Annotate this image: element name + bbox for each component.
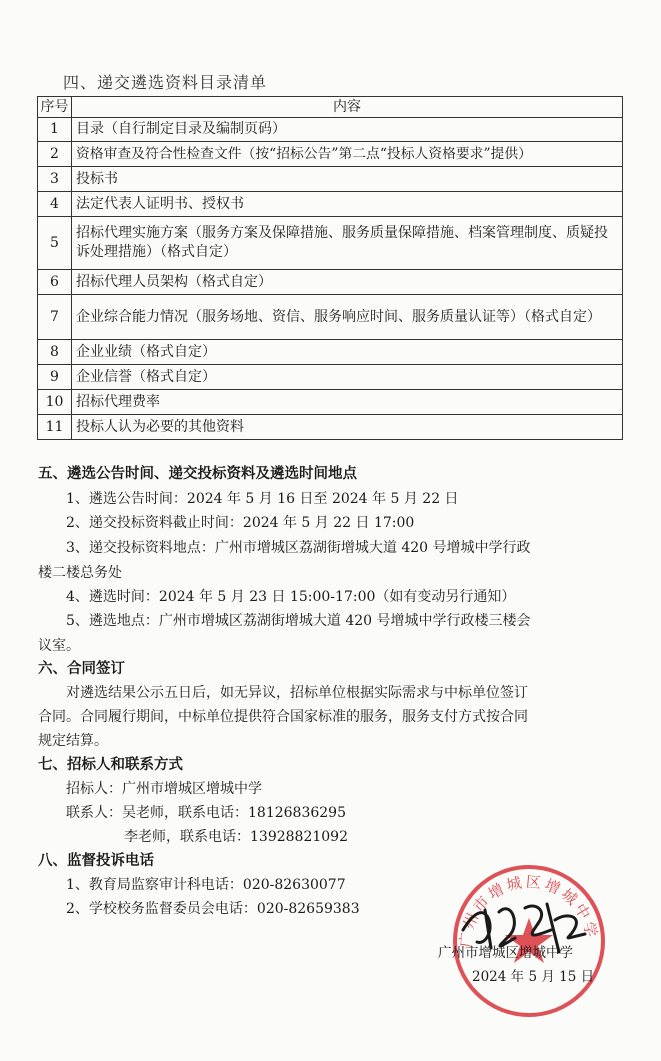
row-no: 1 [38,118,72,142]
table-row [38,217,623,270]
contact-line-1: 联系人：吴老师，联系电话：18126836295 [66,805,346,821]
section-5-title: 五、遴选公告时间、递交投标资料及遴选时间地点 [38,465,357,482]
section-heading: 四、递交遴选资料目录清单 [63,73,268,92]
row-no: 5 [38,217,72,270]
table-row [38,167,623,192]
header-content: 内容 [72,97,623,118]
table-row [38,340,623,365]
issuer-name: 广州市增城区增城中学 [438,945,573,961]
row-no: 3 [38,167,72,192]
s5-line-4: 4、遴选时间：2024 年 5 月 23 日 15:00-17:00（如有变动另行通知） [66,589,516,605]
svg-text:广州市增城区增城中学: 广州市增城区增城中学 [456,872,602,949]
s5-line-3a: 3、递交投标资料地点：广州市增城区荔湖街增城大道 420 号增城中学行政 [66,540,531,556]
row-no: 7 [38,295,72,340]
table-row [38,118,623,142]
table-header-row [38,97,623,118]
row-no: 2 [38,142,72,167]
s8-line-2: 2、学校校务监督委员会电话：020-82659383 [66,901,360,917]
row-no: 8 [38,340,72,365]
row-content: 企业信誉（格式自定） [72,365,623,390]
row-no: 9 [38,365,72,390]
row-content: 招标代理费率 [72,390,623,415]
s6-line-3: 规定结算。 [38,733,108,749]
row-content: 目录（自行制定目录及编制页码） [72,118,623,142]
table-row [38,365,623,390]
row-content: 招标代理人员架构（格式自定） [72,270,623,295]
tenderer-line: 招标人：广州市增城区增城中学 [66,781,262,797]
section-8-title: 八、监督投诉电话 [38,852,154,869]
row-content: 资格审查及符合性检查文件（按“招标公告”第二点“投标人资格要求”提供） [72,142,623,167]
s5-line-3b: 楼二楼总务处 [38,565,122,581]
materials-table [37,96,623,440]
row-content: 企业综合能力情况（服务场地、资信、服务响应时间、服务质量认证等）（格式自定） [72,295,623,340]
table-row [38,390,623,415]
row-no: 6 [38,270,72,295]
s5-line-1: 1、遴选公告时间：2024 年 5 月 16 日至 2024 年 5 月 22 日 [66,491,459,507]
row-no: 11 [38,415,72,440]
table-row [38,142,623,167]
s5-line-5b: 议室。 [38,638,80,654]
row-content: 招标代理实施方案（服务方案及保障措施、服务质量保障措施、档案管理制度、质疑投诉处理措施）（格式自定） [72,217,623,270]
table-row [38,270,623,295]
contact-line-2: 李老师，联系电话：13928821092 [124,829,348,845]
row-no: 10 [38,390,72,415]
header-no: 序号 [38,97,72,118]
s5-line-5a: 5、遴选地点：广州市增城区荔湖街增城大道 420 号增城中学行政楼三楼会 [66,613,531,629]
issue-date: 2024 年 5 月 15 日 [472,969,595,985]
s6-line-2: 合同。合同履行期间，中标单位提供符合国家标准的服务，服务支付方式按合同 [38,709,528,725]
s5-line-2: 2、递交投标资料截止时间：2024 年 5 月 22 日 17:00 [66,515,415,531]
table-row [38,415,623,440]
section-6-title: 六、合同签订 [38,660,125,677]
row-content: 法定代表人证明书、授权书 [72,192,623,217]
s8-line-1: 1、教育局监察审计科电话：020-82630077 [66,877,346,893]
s6-line-1: 对遴选结果公示五日后，如无异议，招标单位根据实际需求与中标单位签订 [66,685,528,701]
row-content: 企业业绩（格式自定） [72,340,623,365]
row-content: 投标人认为必要的其他资料 [72,415,623,440]
table-row [38,192,623,217]
section-7-title: 七、招标人和联系方式 [38,756,183,773]
row-content: 投标书 [72,167,623,192]
table-row [38,295,623,340]
row-no: 4 [38,192,72,217]
